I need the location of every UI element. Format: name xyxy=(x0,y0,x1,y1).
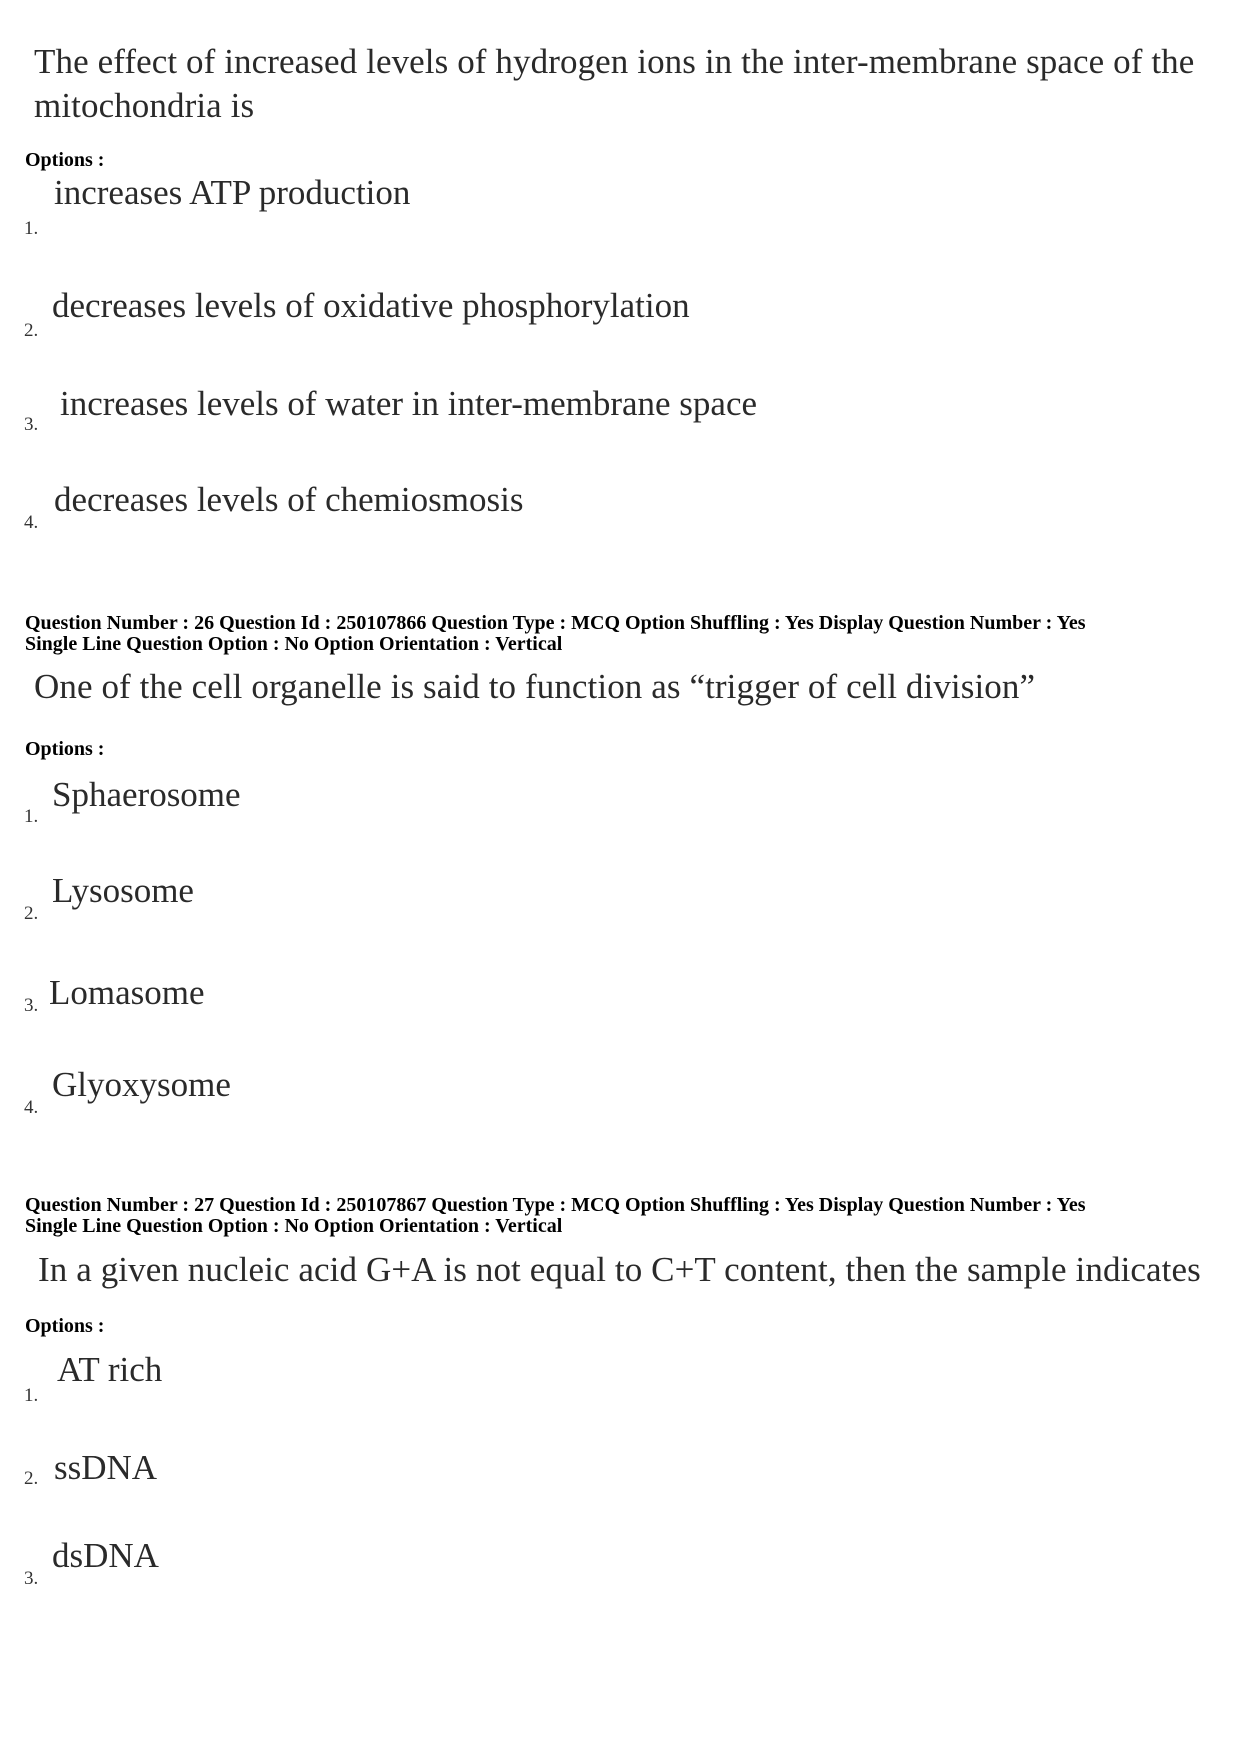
option-number: 1. xyxy=(24,1385,39,1406)
question-meta-line-1: Question Number : 27 Question Id : 250107867 Question Type : MCQ Option Shuffling : Yes Display Question Number : Yes xyxy=(25,1194,1086,1216)
option-text: AT rich xyxy=(57,1350,163,1389)
option-number: 3. xyxy=(24,414,39,435)
option-number: 4. xyxy=(24,512,39,533)
option-text: Glyoxysome xyxy=(52,1065,231,1104)
option-text: dsDNA xyxy=(52,1536,159,1575)
option-text: decreases levels of oxidative phosphorylation xyxy=(52,286,690,325)
option-number: 3. xyxy=(24,1568,39,1589)
option-text: increases ATP production xyxy=(54,173,411,212)
question-text: One of the cell organelle is said to function as “trigger of cell division” xyxy=(34,667,1036,706)
option-text: Sphaerosome xyxy=(52,775,241,814)
question-text-line-2: mitochondria is xyxy=(34,86,255,125)
option-number: 2. xyxy=(24,903,39,924)
option-text: Lysosome xyxy=(52,871,194,910)
option-number: 2. xyxy=(24,320,39,341)
option-number: 3. xyxy=(24,995,39,1016)
option-number: 2. xyxy=(24,1468,39,1489)
question-meta-line-1: Question Number : 26 Question Id : 250107866 Question Type : MCQ Option Shuffling : Yes Display Question Number : Yes xyxy=(25,612,1086,634)
question-meta-line-2: Single Line Question Option : No Option Orientation : Vertical xyxy=(25,633,563,655)
option-text: increases levels of water in inter-membrane space xyxy=(60,384,758,423)
options-label: Options : xyxy=(25,1315,105,1337)
option-number: 4. xyxy=(24,1097,39,1118)
question-text-line-1: The effect of increased levels of hydrogen ions in the inter-membrane space of the xyxy=(34,42,1195,81)
option-text: decreases levels of chemiosmosis xyxy=(54,480,524,519)
options-label: Options : xyxy=(25,149,105,171)
question-text: In a given nucleic acid G+A is not equal to C+T content, then the sample indicates xyxy=(38,1250,1201,1289)
option-text: ssDNA xyxy=(54,1448,158,1487)
options-label: Options : xyxy=(25,738,105,760)
option-text: Lomasome xyxy=(49,973,205,1012)
option-number: 1. xyxy=(24,218,39,239)
question-meta-line-2: Single Line Question Option : No Option Orientation : Vertical xyxy=(25,1215,563,1237)
option-number: 1. xyxy=(24,806,39,827)
